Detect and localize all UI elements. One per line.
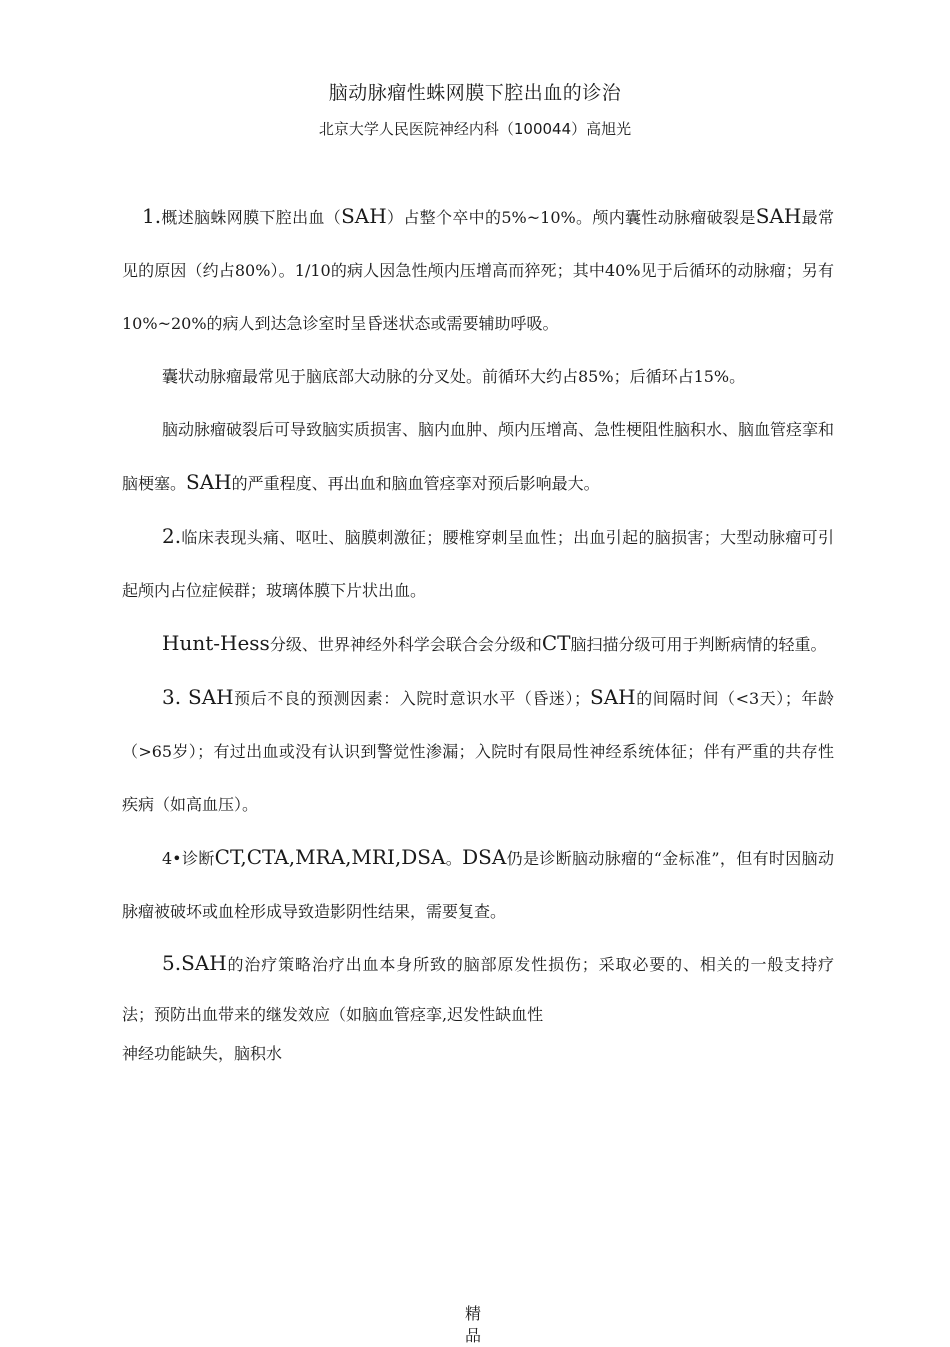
paragraph-clinical (122, 510, 834, 617)
latin-run: 5.SAH (162, 951, 227, 975)
text-run: 仍是诊断脑动脉瘤的“金标准”，但有时因脑动脉瘤被破坏或血栓形成导致造影阴性结果，需要复查。 (122, 849, 834, 921)
text-run: 临床表现头痛、呕吐、脑膜刺激征；腰椎穿刺呈血性；出血引起的脑损害；大型动脉瘤可引起颅内占位症候群；玻璃体膜下片状出血。 (122, 528, 834, 600)
latin-run: 2. (162, 524, 182, 548)
text-run: 的治疗策略治疗出血本身所致的脑部原发性损伤；采取必要的、相关的一般支持疗法；预防出血带来的继发效应（如脑血管痉挛,迟发性缺血性 (122, 955, 834, 1024)
text-run: 脑扫描分级可用于判断病情的轻重。 (570, 635, 827, 654)
latin-run: DSA (462, 845, 507, 869)
text-run: 。 (445, 849, 463, 868)
document-title: 脑动脉瘤性蛛网膜下腔出血的诊治 (328, 82, 622, 104)
paragraph-treatment (122, 938, 834, 1040)
paragraph-rupture-effects (122, 403, 834, 510)
text-run: 最常见的原因（约占80%）。1/10的病人因急性颅内压增高而猝死；其中40%见于后循环的动脉瘤；另有10%~20%的病人到达急诊室时呈昏迷状态或需要辅助呼吸。 (122, 208, 834, 333)
text-run: 4•诊断 (162, 849, 215, 868)
text-run: 脑动脉瘤破裂后可导致脑实质损害、脑内血肿、颅内压增高、急性梗阻性脑积水、脑血管痉挛和脑梗塞。 (122, 420, 835, 493)
text-run: 分级、世界神经外科学会联合会分级和 (269, 635, 542, 654)
paragraph-tail-line: 神经功能缺失，脑积水 (122, 1044, 283, 1063)
footer-watermark: 精品 (464, 1304, 481, 1345)
text-run: 预后不良的预测因素：入院时意识水平（昏迷）； (233, 689, 591, 708)
text-run: 的间隔时间（<3天）；年龄（>65岁）；有过出血或没有认识到警觉性渗漏；入院时有限局性神经系统体征；伴有严重的共存性疾病（如高血压）。 (122, 689, 834, 814)
text-run: 的严重程度、再出血和脑血管痉挛对预后影响最大。 (231, 474, 600, 493)
latin-run: CT (541, 631, 571, 655)
latin-run: SAH (755, 204, 802, 228)
paragraph-grading (122, 617, 834, 671)
latin-run: Hunt-Hess (162, 631, 270, 655)
text-run: 概述脑蛛网膜下腔出血（ (161, 208, 342, 227)
latin-run: SAH (341, 204, 387, 228)
text-run: ）占整个卒中的5%~10%。颅内囊性动脉瘤破裂是 (386, 208, 756, 227)
document-subtitle: 北京大学人民医院神经内科（100044）高旭光 (318, 120, 632, 138)
paragraph-overview (122, 190, 834, 350)
text-run: 囊状动脉瘤最常见于脑底部大动脉的分叉处。前循环大约占85%；后循环占15%。 (162, 367, 746, 386)
paragraph-prognosis (122, 671, 834, 831)
latin-run: 1. (142, 204, 162, 228)
latin-run: 3. SAH (162, 685, 234, 709)
document-body (122, 190, 834, 1066)
latin-run: SAH (186, 470, 232, 494)
latin-run: SAH (590, 685, 636, 709)
paragraph-diagnosis (122, 831, 834, 938)
paragraph-aneurysm-location (122, 350, 834, 403)
latin-run: CT,CTA,MRA,MRI,DSA (214, 845, 446, 869)
